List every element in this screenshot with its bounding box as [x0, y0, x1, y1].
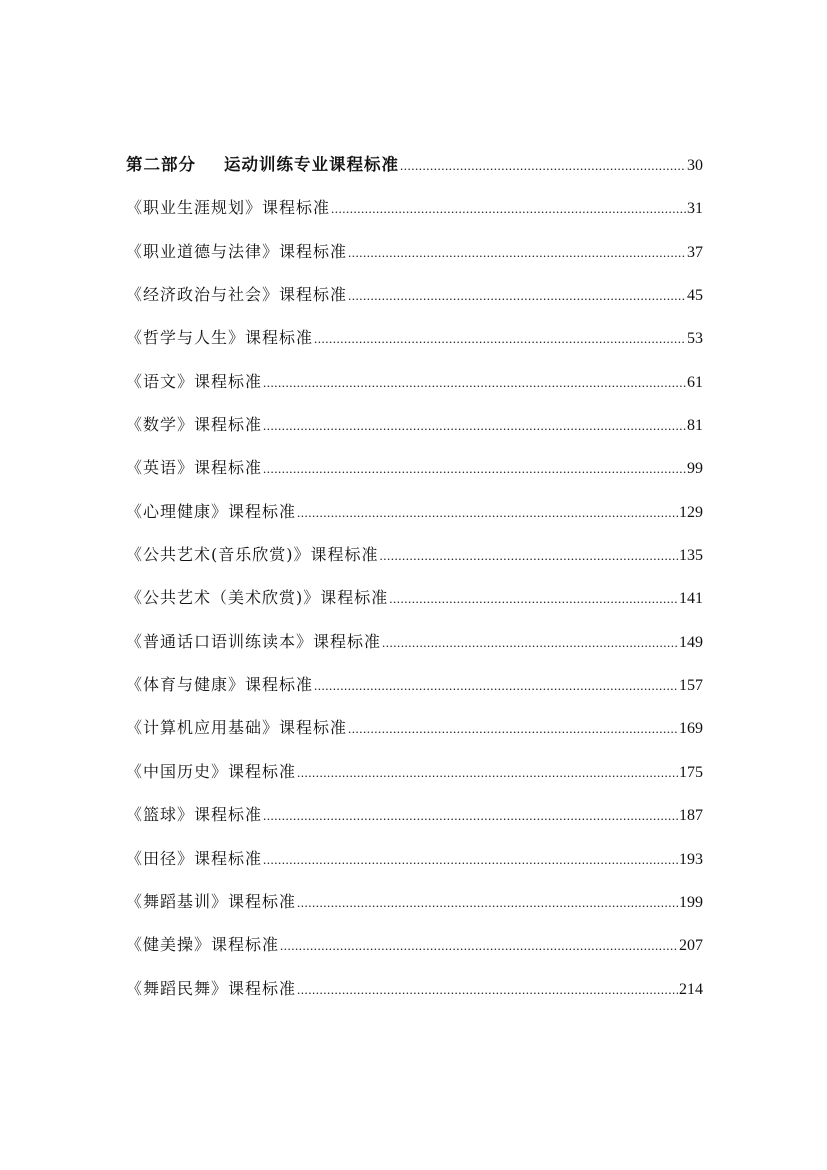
toc-page-number: 207	[679, 937, 703, 955]
toc-dot-leader	[297, 977, 678, 1003]
toc-part-label: 第二部分	[126, 155, 196, 174]
toc-page-number: 175	[679, 763, 703, 781]
toc-page-number: 53	[687, 330, 703, 348]
toc-entry-title: 《心理健康》课程标准	[126, 501, 297, 521]
toc-dot-leader	[263, 456, 686, 482]
toc-page-number: 61	[687, 373, 703, 391]
toc-page-number: 31	[687, 200, 703, 218]
toc-entry-title: 《田径》课程标准	[126, 848, 263, 868]
toc-dot-leader	[297, 500, 678, 526]
toc-entry[interactable]	[126, 846, 703, 889]
toc-entry[interactable]	[126, 629, 703, 672]
toc-entry[interactable]	[126, 412, 703, 455]
toc-dot-leader	[263, 370, 686, 396]
toc-entry[interactable]	[126, 455, 703, 498]
toc-dot-leader	[382, 630, 678, 656]
toc-dot-leader	[263, 847, 678, 873]
toc-entry-title: 《职业道德与法律》课程标准	[126, 241, 348, 261]
toc-entry[interactable]	[126, 889, 703, 932]
toc-dot-leader	[348, 283, 686, 309]
toc-dot-leader	[380, 543, 679, 569]
toc-entry-title: 《英语》课程标准	[126, 458, 263, 478]
toc-entry[interactable]	[126, 672, 703, 715]
toc-entry[interactable]	[126, 802, 703, 845]
toc-page-number: 135	[679, 547, 703, 565]
toc-page-number: 99	[687, 460, 703, 478]
toc-entry-title: 《计算机应用基础》课程标准	[126, 718, 348, 738]
toc-entry-title: 《哲学与人生》课程标准	[126, 328, 314, 348]
toc-entry-title: 《普通话口语训练读本》课程标准	[126, 631, 382, 651]
toc-entry-title: 《职业生涯规划》课程标准	[126, 198, 331, 218]
toc-entry[interactable]	[126, 585, 703, 628]
toc-dot-leader	[348, 716, 678, 742]
toc-entry[interactable]	[126, 282, 703, 325]
toc-dot-leader	[331, 196, 686, 222]
toc-dot-leader	[263, 413, 686, 439]
toc-page-number: 157	[679, 677, 703, 695]
toc-entry[interactable]	[126, 932, 703, 975]
toc-entry-title: 《数学》课程标准	[126, 415, 263, 435]
toc-entry[interactable]	[126, 195, 703, 238]
toc-heading-title: 运动训练专业课程标准	[224, 155, 399, 174]
toc-page-number: 193	[679, 850, 703, 868]
toc-entry-title: 《语文》课程标准	[126, 371, 263, 391]
toc-entry[interactable]	[126, 976, 703, 1019]
toc-page-number: 129	[679, 503, 703, 521]
toc-dot-leader	[314, 326, 686, 352]
toc-dot-leader	[348, 240, 686, 266]
toc-dot-leader	[263, 803, 678, 829]
toc-heading-part-two[interactable]	[126, 152, 703, 195]
toc-dot-leader	[297, 890, 678, 916]
toc-entry[interactable]	[126, 369, 703, 412]
toc-entry[interactable]	[126, 325, 703, 368]
toc-entry-title: 《中国历史》课程标准	[126, 761, 297, 781]
toc-page-number: 30	[687, 157, 703, 174]
toc-entry-title: 《篮球》课程标准	[126, 805, 263, 825]
toc-entry-title: 《公共艺术（美术欣赏)》课程标准	[126, 588, 389, 608]
toc-entry-title: 《舞蹈民舞》课程标准	[126, 978, 297, 998]
table-of-contents	[126, 152, 703, 1019]
toc-page-number: 187	[679, 807, 703, 825]
toc-entry[interactable]	[126, 499, 703, 542]
toc-entry[interactable]	[126, 759, 703, 802]
toc-page-number: 141	[679, 590, 703, 608]
toc-page-number: 214	[679, 980, 703, 998]
toc-page-number: 37	[687, 243, 703, 261]
toc-page-number: 45	[687, 287, 703, 305]
toc-entry[interactable]	[126, 239, 703, 282]
toc-page-number: 169	[679, 720, 703, 738]
toc-page-number: 81	[687, 417, 703, 435]
toc-entry-title: 《舞蹈基训》课程标准	[126, 891, 297, 911]
toc-dot-leader	[280, 933, 678, 959]
toc-entry-title: 《经济政治与社会》课程标准	[126, 285, 348, 305]
toc-entry-title: 《公共艺术(音乐欣赏)》课程标准	[126, 545, 379, 565]
toc-page-number: 199	[679, 893, 703, 911]
toc-entry-title: 《体育与健康》课程标准	[126, 675, 314, 695]
toc-entry[interactable]	[126, 542, 703, 585]
toc-dot-leader	[389, 586, 678, 612]
toc-dot-leader	[297, 760, 678, 786]
toc-dot-leader	[400, 153, 686, 179]
toc-entry-title: 《健美操》课程标准	[126, 935, 280, 955]
toc-page-number: 149	[679, 633, 703, 651]
toc-heading-title-group	[126, 152, 399, 178]
toc-entry[interactable]	[126, 715, 703, 758]
toc-dot-leader	[314, 673, 678, 699]
